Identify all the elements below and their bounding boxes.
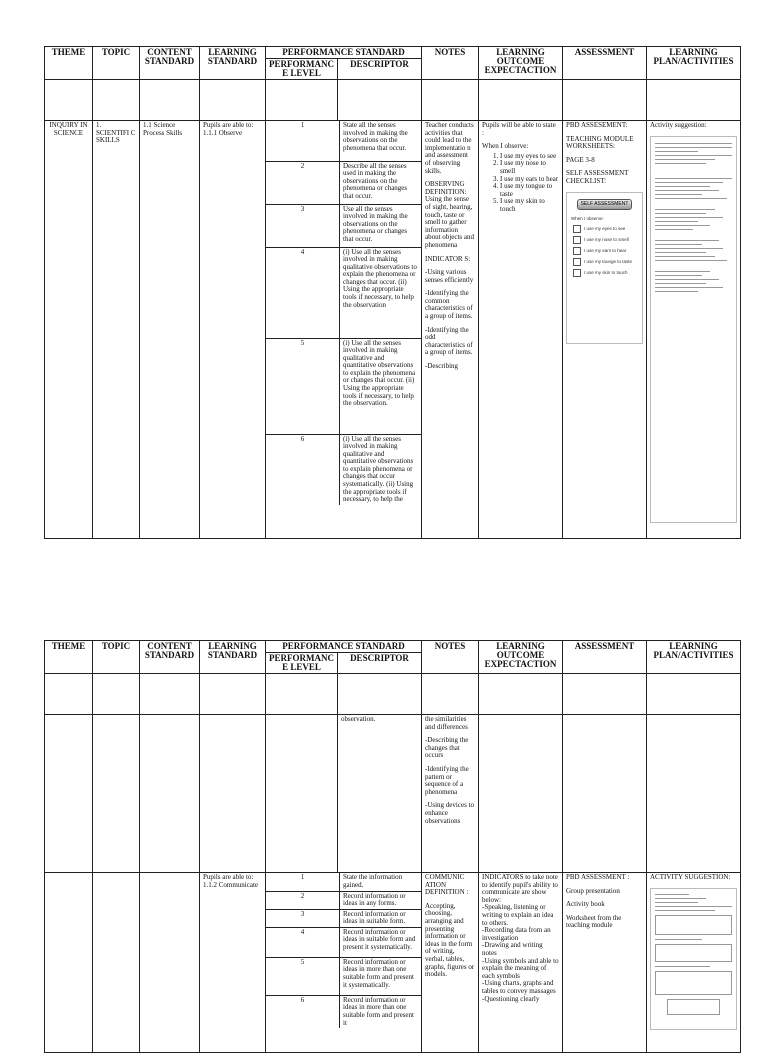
- learning-plan-cell: [647, 873, 741, 1053]
- header-performance-level: PERFORMANC E LEVEL: [266, 59, 338, 80]
- header-descriptor: DESCRIPTOR: [338, 653, 422, 674]
- learning-outcome-cell: [479, 121, 563, 539]
- learning-standard-cell: Pupils are able to: 1.1.1 Observe: [200, 121, 266, 539]
- assessment-line: PBD ASSESEMENT:: [566, 121, 628, 129]
- outcome-intro: Pupils will be able to state :: [482, 121, 556, 137]
- assessment-line: Activity book: [566, 900, 605, 909]
- outcome-line: INDICATORS to take note to identify pupil's ability to communicate are show below:: [482, 873, 558, 904]
- outcome-list: [482, 153, 559, 214]
- theme-cell: INQUIRY IN SCIENCE: [45, 121, 93, 539]
- level-descriptor: Record information or ideas in suitable form and present it systematically.: [340, 927, 422, 957]
- level-descriptor: (i) Use all the senses involved in making qualitative observations to explain the phenomena or changes that occur. (ii) Using the appropriate tools if necessary, to help the observation: [340, 247, 422, 338]
- notes-paragraph: INDICATOR S:: [425, 254, 471, 263]
- header-performance-standard: PERFORMANCE STANDARD: [266, 47, 422, 59]
- header-learning-plan: LEARNING PLAN/ACTIVITIES: [647, 47, 741, 80]
- level-number: 5: [266, 338, 340, 434]
- thumb-heading: When I observe:: [571, 216, 604, 222]
- notes-paragraph: -Identifying the odd characteristics of a group of items.: [425, 325, 473, 357]
- activity-worksheet-thumbnail: [650, 888, 737, 1030]
- header-descriptor: DESCRIPTOR: [338, 59, 422, 80]
- notes-paragraph: -Identifying the pattern or sequence of a phenomena: [425, 764, 469, 796]
- notes-paragraph: -Using various senses efficiently: [425, 268, 474, 284]
- header-learning-standard: LEARNING STANDARD: [200, 47, 266, 80]
- learning-outcome-cell: [479, 873, 563, 1053]
- outcome-item: 1. I use my eyes to see: [500, 153, 559, 161]
- level-descriptor: Record information or ideas in more than one suitable form and present it: [343, 995, 414, 1027]
- level-number: 2: [266, 161, 340, 204]
- performance-levels: [266, 121, 422, 539]
- checkbox-item: I use my ears to hear: [573, 247, 636, 255]
- level-descriptor: (i) Use all the senses involved in making qualitative and quantitative observations to explain phenomena or changes that occur systematically. (ii) Using the appropriate tools if necessary, to help the: [343, 434, 414, 504]
- outcome-line: -Recording data from an investigation: [482, 926, 551, 942]
- notes-paragraph: -Describing: [425, 362, 459, 371]
- outcome-line: -Questioning clearly: [482, 994, 540, 1003]
- checkbox-item: I use my skin to touch: [573, 269, 636, 277]
- notes-paragraph: OBSERVING DEFINITION: Using the sense of sight, hearing, touch, taste or smell to gather information about objects and phenomena: [425, 180, 474, 249]
- notes-continued-cell: [422, 715, 479, 873]
- level-number: 6: [266, 434, 340, 505]
- topic-cell: 1. SCIENTIFI C SKILLS: [93, 121, 140, 539]
- notes-cell: [422, 873, 479, 1053]
- level-descriptor: Record information or ideas in suitable form.: [340, 909, 422, 927]
- header-theme: THEME: [45, 641, 93, 674]
- header-theme: THEME: [45, 47, 93, 80]
- checkbox-item: I use my tounge to taste: [573, 258, 636, 266]
- header-notes: NOTES: [422, 47, 479, 80]
- notes-cell: [422, 121, 479, 539]
- header-topic: TOPIC: [93, 641, 140, 674]
- descriptor-continued: observation.: [338, 715, 422, 873]
- header-topic: TOPIC: [93, 47, 140, 80]
- assessment-line: PAGE 3-8: [566, 155, 595, 164]
- lesson-plan-table-1: [44, 46, 741, 539]
- header-learning-outcome: LEARNING OUTCOME EXPECTACTION: [479, 47, 563, 80]
- checkbox-item: I use my nose to smell: [573, 236, 636, 244]
- outcome-item: 3. I use my ears to hear: [500, 176, 559, 184]
- assessment-line: Group presentation: [566, 886, 620, 895]
- outcome-line: -Using symbols and able to explain the meaning of each symbols: [482, 956, 559, 980]
- assessment-line: Worksheet from the teaching module: [566, 913, 622, 930]
- activity-suggestion: ACTIVITY SUGGESTION:: [650, 873, 731, 881]
- notes-paragraph: Accepting, choosing, arranging and presenting information or ideas in the form of writing, verbal, tables, graphs, figures or models.: [425, 901, 475, 979]
- level-descriptor: (i) Use all the senses involved in making qualitative and quantitative observations to explain the phenomena or changes that occur. (ii) Using the appropriate tools if necessary, to help the observation.: [340, 338, 422, 434]
- notes-paragraph: -Using devices to enhance observations: [425, 801, 474, 825]
- header-content-standard: CONTENT STANDARD: [140, 47, 200, 80]
- level-number: 3: [266, 909, 340, 927]
- header-performance-level: PERFORMANC E LEVEL: [266, 653, 338, 674]
- outcome-line: -Drawing and writing notes: [482, 941, 543, 957]
- assessment-line: PBD ASSESSMENT :: [566, 873, 630, 881]
- checkbox-item: I use my eyes to see: [573, 225, 636, 233]
- checkbox-icon: [573, 225, 581, 233]
- level-number: 5: [266, 957, 340, 995]
- outcome-item: 2. I use my nose to smell: [500, 160, 559, 175]
- level-descriptor: Record information or ideas in more than one suitable form and present it systematically.: [340, 957, 422, 995]
- outcome-item: 4. I use my tongue to taste: [500, 183, 559, 198]
- level-number: 1: [266, 121, 340, 161]
- level-number: 4: [266, 247, 340, 338]
- level-descriptor: State all the senses involved in making the observations on the phenomena that occur.: [340, 121, 422, 161]
- header-assessment: ASSESSMENT: [563, 47, 647, 80]
- notes-paragraph: the similarities and differences: [425, 715, 468, 731]
- notes-paragraph: Teacher conducts activities that could lead to the implementatio n and assessment of observing skills.: [425, 121, 474, 175]
- outcome-when: When I observe:: [482, 142, 529, 151]
- checkbox-icon: [573, 258, 581, 266]
- assessment-line: SELF ASSESSMENT CHECKLIST:: [566, 169, 629, 185]
- level-descriptor: Record information or ideas in any forms.: [340, 891, 422, 909]
- level-number: 2: [266, 891, 340, 909]
- outcome-line: -Using charts, graphs and tables to convey massages: [482, 979, 556, 995]
- level-number: 4: [266, 927, 340, 957]
- level-number: 1: [266, 873, 340, 891]
- header-content-standard: CONTENT STANDARD: [140, 641, 200, 674]
- activity-suggestion: Activity suggestion:: [650, 121, 707, 129]
- header-learning-plan: LEARNING PLAN/ACTIVITIES: [647, 641, 741, 674]
- header-learning-outcome: LEARNING OUTCOME EXPECTACTION: [479, 641, 563, 674]
- activity-worksheet-thumbnail: [650, 136, 737, 523]
- level-number: 3: [266, 204, 340, 247]
- performance-levels: [266, 873, 422, 1053]
- lesson-plan-table-2: [44, 640, 741, 1053]
- checkbox-icon: [573, 247, 581, 255]
- level-descriptor: Use all the senses involved in making the observations on the phenomena or changes that occur.: [340, 204, 422, 247]
- level-descriptor: State the information gained.: [340, 873, 422, 891]
- assessment-line: TEACHING MODULE WORKSHEETS:: [566, 134, 634, 151]
- learning-standard-cell: Pupils are able to: 1.1.2 Communicate: [200, 873, 266, 1053]
- self-assessment-thumbnail: [566, 192, 643, 344]
- outcome-line: -Speaking, listening or writing to explain an idea to others.: [482, 903, 554, 927]
- content-standard-cell: 1.1 Science Process Skills: [140, 121, 200, 539]
- level-number: 6: [266, 995, 340, 1028]
- notes-paragraph: COMMUNIC ATION DEFINITION :: [425, 873, 469, 897]
- level-descriptor: Describe all the senses used in making the observations on the phenomena or changes that occur.: [340, 161, 422, 204]
- checkbox-icon: [573, 269, 581, 277]
- self-assessment-button-image: SELF ASSESSMENT: [577, 199, 632, 211]
- assessment-cell: [563, 873, 647, 1053]
- header-performance-standard: PERFORMANCE STANDARD: [266, 641, 422, 653]
- learning-plan-cell: [647, 121, 741, 539]
- notes-paragraph: -Identifying the common characteristics of a group of items.: [425, 289, 473, 321]
- notes-paragraph: -Describing the changes that occurs: [425, 736, 469, 760]
- header-learning-standard: LEARNING STANDARD: [200, 641, 266, 674]
- outcome-item: 5. I use my skin to touch: [500, 198, 559, 213]
- header-assessment: ASSESSMENT: [563, 641, 647, 674]
- checkbox-icon: [573, 236, 581, 244]
- header-notes: NOTES: [422, 641, 479, 674]
- assessment-cell: [563, 121, 647, 539]
